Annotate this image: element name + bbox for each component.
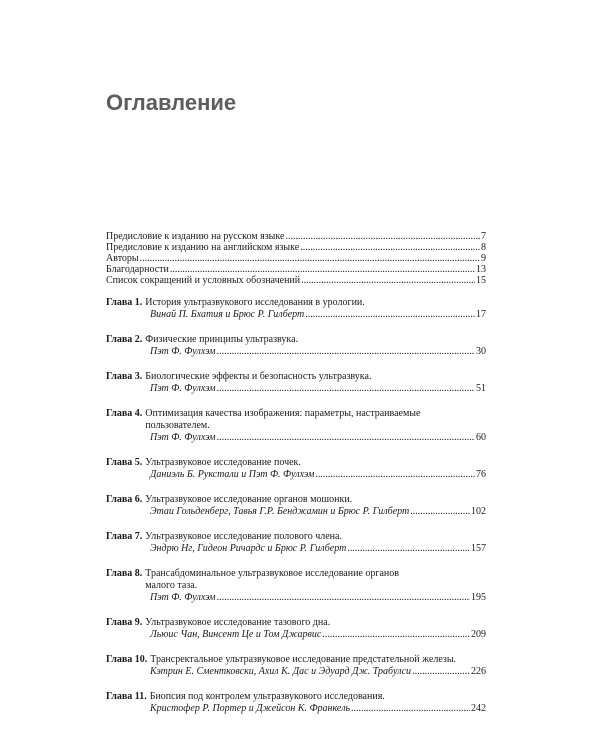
chapter-title: Ультразвуковое исследование тазового дна. xyxy=(145,617,331,628)
chapter-authors: Пэт Ф. Фулхэм xyxy=(150,592,216,603)
toc-page-number: 7 xyxy=(481,230,486,242)
toc-page-number: 8 xyxy=(481,241,486,253)
chapter-label: Глава 2. xyxy=(106,334,143,345)
chapter-title-continued: малого таза. xyxy=(145,580,198,591)
chapter-entry xyxy=(106,408,486,444)
chapter-title-continued: пользователем. xyxy=(145,420,210,431)
chapter-entry xyxy=(106,617,486,641)
chapter-label: Глава 7. xyxy=(106,531,143,542)
leader-dots xyxy=(347,543,470,555)
chapter-page-number: 226 xyxy=(471,666,486,677)
chapter-label: Глава 11. xyxy=(106,691,147,702)
chapter-label: Глава 9. xyxy=(106,617,143,628)
leader-dots xyxy=(351,703,470,715)
chapter-label: Глава 8. xyxy=(106,568,143,579)
leader-dots xyxy=(410,506,470,518)
leader-dots xyxy=(322,629,470,641)
chapter-entry xyxy=(106,334,486,358)
toc-entry-title: Предисловие к изданию на русском языке xyxy=(106,230,285,242)
chapter-title: Трансабдоминальное ультразвуковое исследование органов xyxy=(145,568,399,579)
chapter-page-number: 60 xyxy=(476,432,486,443)
leader-dots xyxy=(315,469,475,481)
chapter-title: Трансректальное ультразвуковое исследование предстательной железы. xyxy=(150,654,457,665)
chapter-list xyxy=(106,297,486,728)
page-title: Оглавление xyxy=(106,90,237,115)
leader-dots xyxy=(300,242,480,254)
chapter-entry xyxy=(106,568,486,604)
chapter-page-number: 102 xyxy=(471,506,486,517)
leader-dots xyxy=(170,264,475,276)
leader-dots xyxy=(217,346,475,358)
chapter-authors: Этаи Гольденберг, Тавья Г.Р. Бенджамин и Брюс Р. Гилберт xyxy=(150,506,410,517)
toc-entry xyxy=(106,253,486,264)
chapter-authors: Винай П. Бхатия и Брюс Р. Гилберт xyxy=(150,309,305,320)
chapter-authors: Даниэль Б. Рукстали и Пэт Ф. Фулхэм xyxy=(150,469,315,480)
chapter-title: Ультразвуковое исследование полового члена. xyxy=(145,531,342,542)
toc-page-number: 9 xyxy=(481,252,486,264)
toc-entry xyxy=(106,264,486,275)
chapter-page-number: 209 xyxy=(471,629,486,640)
chapter-title: Физические принципы ультразвука. xyxy=(145,334,299,345)
chapter-page-number: 157 xyxy=(471,543,486,554)
leader-dots xyxy=(140,253,480,265)
chapter-authors: Пэт Ф. Фулхэм xyxy=(150,383,216,394)
toc-entry-title: Благодарности xyxy=(106,263,169,275)
chapter-page-number: 76 xyxy=(476,469,486,480)
toc-page-number: 13 xyxy=(476,263,486,275)
chapter-entry xyxy=(106,371,486,395)
chapter-page-number: 51 xyxy=(476,383,486,394)
leader-dots xyxy=(301,275,475,287)
chapter-title: История ультразвукового исследования в урологии. xyxy=(145,297,365,308)
chapter-label: Глава 3. xyxy=(106,371,143,382)
chapter-label: Глава 6. xyxy=(106,494,143,505)
chapter-entry xyxy=(106,531,486,555)
toc-entry xyxy=(106,231,486,242)
chapter-label: Глава 10. xyxy=(106,654,148,665)
chapter-page-number: 30 xyxy=(476,346,486,357)
toc-entry-title: Авторы xyxy=(106,252,139,264)
chapter-authors: Пэт Ф. Фулхэм xyxy=(150,346,216,357)
leader-dots xyxy=(305,309,475,321)
chapter-entry xyxy=(106,691,486,715)
chapter-label: Глава 4. xyxy=(106,408,143,419)
chapter-authors: Кристофер Р. Портер и Джейсон К. Франкель xyxy=(150,703,350,714)
chapter-entry xyxy=(106,457,486,481)
chapter-title: Биологические эффекты и безопасность ультразвука. xyxy=(145,371,372,382)
chapter-page-number: 195 xyxy=(471,592,486,603)
toc-entry xyxy=(106,275,486,286)
chapter-page-number: 17 xyxy=(476,309,486,320)
chapter-label: Глава 5. xyxy=(106,457,143,468)
chapter-authors: Пэт Ф. Фулхэм xyxy=(150,432,216,443)
front-matter-list xyxy=(106,231,486,286)
chapter-authors: Льюис Чан, Винсент Це и Том Джарвис xyxy=(150,629,322,640)
chapter-authors: Кэтрин Е. Сментковски, Ахил К. Дас и Эдуард Дж. Трабулси xyxy=(150,666,412,677)
toc-entry-title: Предисловие к изданию на английском языке xyxy=(106,241,300,253)
toc-entry xyxy=(106,242,486,253)
chapter-entry xyxy=(106,494,486,518)
chapter-label: Глава 1. xyxy=(106,297,143,308)
chapter-title: Биопсия под контролем ультразвукового исследования. xyxy=(149,691,385,702)
toc-entry-title: Список сокращений и условных обозначений xyxy=(106,274,301,286)
toc-page-number: 15 xyxy=(476,274,486,286)
leader-dots xyxy=(285,231,480,243)
chapter-title: Ультразвуковое исследование органов мошонки. xyxy=(145,494,353,505)
leader-dots xyxy=(217,592,470,604)
chapter-title: Оптимизация качества изображения: параметры, настраиваемые xyxy=(145,408,421,419)
leader-dots xyxy=(217,383,475,395)
chapter-title: Ультразвуковое исследование почек. xyxy=(145,457,301,468)
chapter-authors: Эндрю Нг, Гидеон Ричардс и Брюс Р. Гилберт xyxy=(150,543,347,554)
leader-dots xyxy=(217,432,475,444)
leader-dots xyxy=(412,666,470,678)
chapter-entry xyxy=(106,654,486,678)
chapter-page-number: 242 xyxy=(471,703,486,714)
chapter-entry xyxy=(106,297,486,321)
